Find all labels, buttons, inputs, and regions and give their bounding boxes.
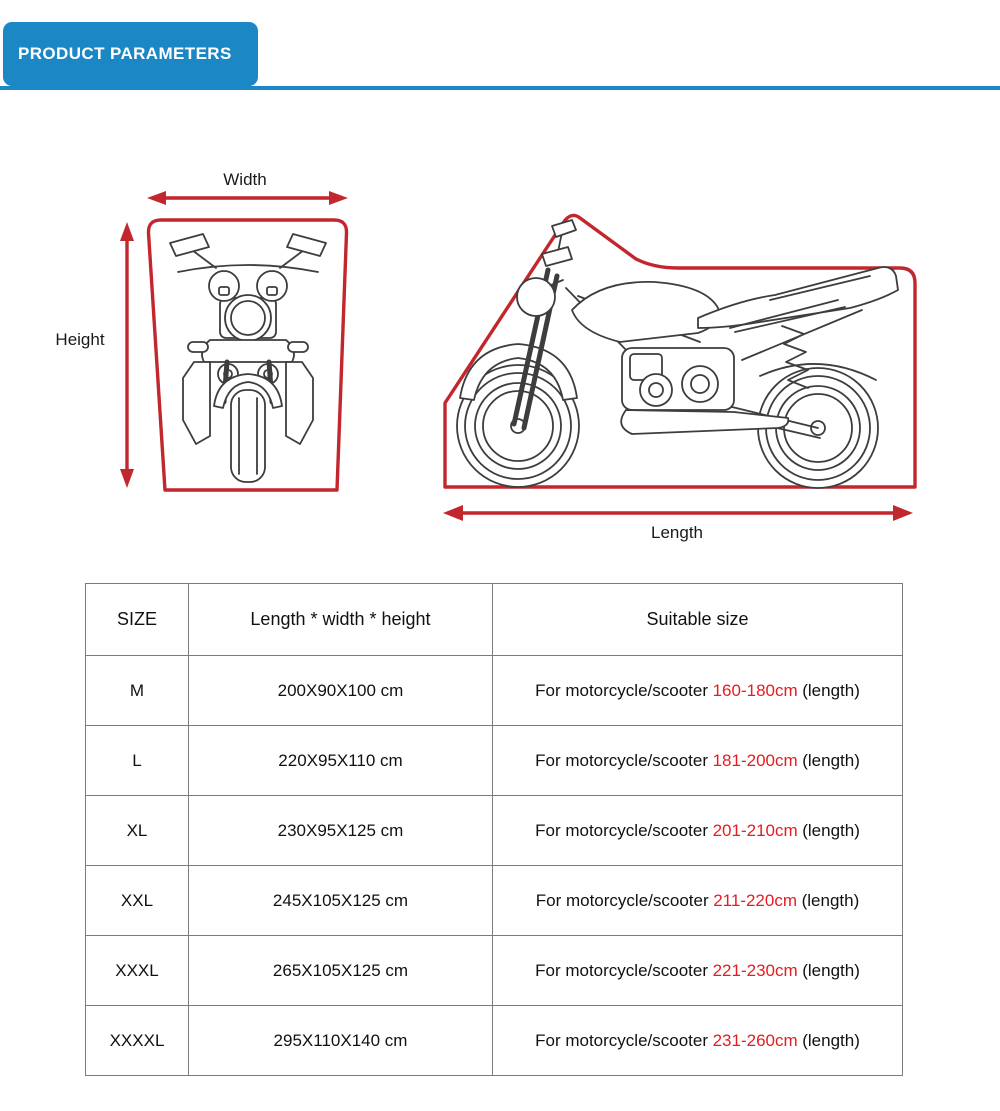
table-row xyxy=(86,726,903,796)
suitable-range: 221-230cm xyxy=(712,960,798,980)
suitable-cell xyxy=(493,936,903,1006)
suitable-range: 231-260cm xyxy=(712,1030,798,1050)
suitable-suffix: (length) xyxy=(801,890,860,910)
size-table-container xyxy=(85,583,903,1076)
suitable-range: 160-180cm xyxy=(712,680,798,700)
suitable-prefix: For motorcycle/scooter xyxy=(535,680,709,700)
size-cell: XXL xyxy=(86,866,189,936)
suitable-cell xyxy=(493,656,903,726)
suitable-cell xyxy=(493,1006,903,1076)
dimensions-cell: 200X90X100 cm xyxy=(189,656,493,726)
motorcycle-front-art xyxy=(170,234,326,482)
size-cell: XXXXL xyxy=(86,1006,189,1076)
suitable-range: 211-220cm xyxy=(713,890,798,910)
section-title: PRODUCT PARAMETERS xyxy=(18,44,232,63)
size-cell: M xyxy=(86,656,189,726)
table-row xyxy=(86,1006,903,1076)
length-label: Length xyxy=(651,523,703,542)
suitable-cell xyxy=(493,866,903,936)
size-cell: L xyxy=(86,726,189,796)
length-arrow-icon xyxy=(443,505,913,521)
suitable-cell xyxy=(493,796,903,866)
col-header-dimensions: Length * width * height xyxy=(189,584,493,656)
size-diagrams xyxy=(0,150,1000,570)
motorcycle-side-art xyxy=(457,220,898,488)
table-row xyxy=(86,656,903,726)
motorcycle-front-view-diagram xyxy=(110,190,360,500)
header-underline xyxy=(0,86,1000,90)
dimensions-cell: 265X105X125 cm xyxy=(189,936,493,1006)
suitable-cell xyxy=(493,726,903,796)
table-row xyxy=(86,936,903,1006)
table-row xyxy=(86,866,903,936)
height-arrow-icon xyxy=(120,222,134,488)
suitable-suffix: (length) xyxy=(802,820,860,840)
width-label: Width xyxy=(223,170,267,189)
suitable-prefix: For motorcycle/scooter xyxy=(535,890,709,910)
suitable-prefix: For motorcycle/scooter xyxy=(535,1030,709,1050)
dimensions-cell: 295X110X140 cm xyxy=(189,1006,493,1076)
suitable-prefix: For motorcycle/scooter xyxy=(535,820,709,840)
col-header-suitable: Suitable size xyxy=(493,584,903,656)
dimensions-cell: 220X95X110 cm xyxy=(189,726,493,796)
height-label: Height xyxy=(55,330,105,349)
size-cell: XXXL xyxy=(86,936,189,1006)
suitable-suffix: (length) xyxy=(802,680,860,700)
size-table xyxy=(85,583,903,1076)
suitable-prefix: For motorcycle/scooter xyxy=(535,960,709,980)
motorcycle-side-view-diagram xyxy=(430,200,930,540)
section-header-banner xyxy=(3,22,258,86)
suitable-range: 181-200cm xyxy=(712,750,798,770)
dimensions-cell: 245X105X125 cm xyxy=(189,866,493,936)
suitable-suffix: (length) xyxy=(802,750,860,770)
suitable-range: 201-210cm xyxy=(712,820,798,840)
table-row xyxy=(86,796,903,866)
col-header-size: SIZE xyxy=(86,584,189,656)
dimensions-cell: 230X95X125 cm xyxy=(189,796,493,866)
table-header-row xyxy=(86,584,903,656)
suitable-suffix: (length) xyxy=(802,1030,860,1050)
size-cell: XL xyxy=(86,796,189,866)
width-arrow-icon xyxy=(147,191,348,205)
suitable-suffix: (length) xyxy=(802,960,860,980)
suitable-prefix: For motorcycle/scooter xyxy=(535,750,709,770)
